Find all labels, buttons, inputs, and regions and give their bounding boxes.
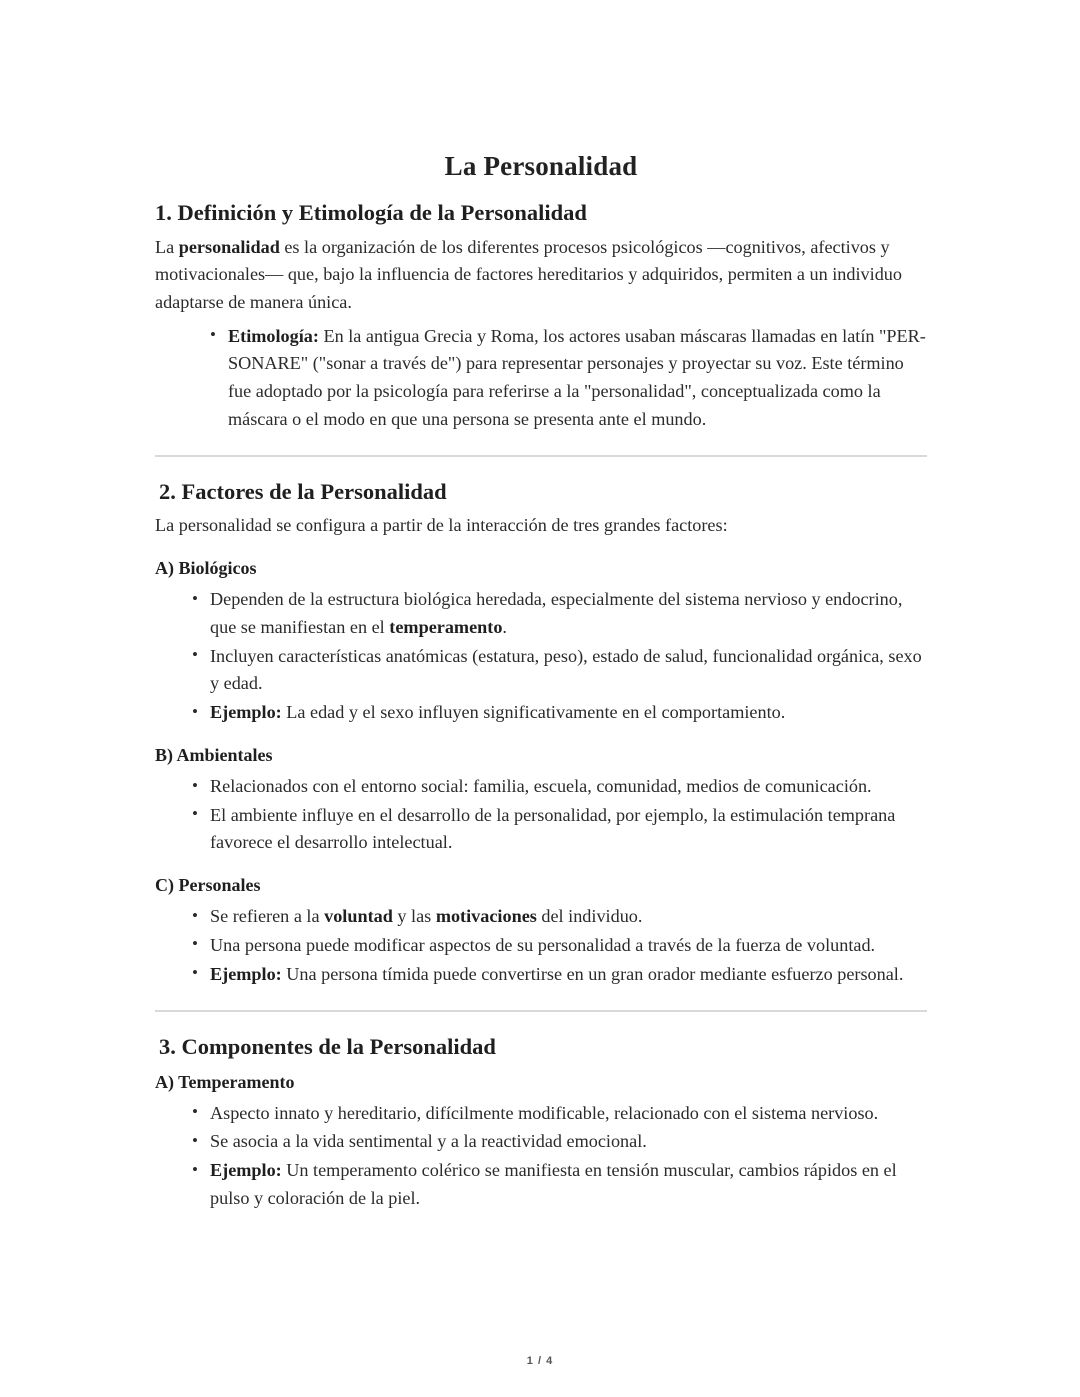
intro-bold-personalidad: personalidad bbox=[178, 236, 280, 257]
subsection-heading-b-ambientales: B) Ambientales bbox=[155, 744, 273, 765]
section-2-intro-paragraph: La personalidad se configura a partir de la interacción de tres grandes factores: bbox=[155, 515, 728, 536]
section-1-bullet-list bbox=[155, 323, 927, 434]
bullet-bold-ejemplo: Ejemplo: bbox=[210, 1160, 282, 1181]
bullet-text-mid: y las bbox=[392, 906, 436, 927]
list-item bbox=[192, 1128, 927, 1156]
bullet-text: Se asocia a la vida sentimental y a la reactividad emocional. bbox=[210, 1131, 647, 1152]
list-item bbox=[192, 961, 927, 989]
bullet-bold-ejemplo: Ejemplo: bbox=[210, 702, 282, 723]
section-heading-1: 1. Definición y Etimología de la Personalidad bbox=[155, 200, 587, 226]
intro-text-a: La bbox=[155, 236, 179, 257]
section-divider-2 bbox=[155, 1010, 927, 1012]
document-content bbox=[155, 150, 927, 1213]
bullet-text: Una persona puede modificar aspectos de su personalidad a través de la fuerza de voluntad. bbox=[210, 934, 876, 955]
section-heading-2: 2. Factores de la Personalidad bbox=[159, 479, 447, 505]
list-item bbox=[192, 699, 927, 727]
subsection-c-bullet-list bbox=[155, 903, 927, 988]
subsection-heading-a-biologicos: A) Biológicos bbox=[155, 558, 257, 579]
bullet-text-post: del individuo. bbox=[536, 906, 643, 927]
bullet-bold-motivaciones: motivaciones bbox=[435, 906, 537, 927]
subsection-temperamento-bullet-list bbox=[155, 1100, 927, 1213]
bullet-text: El ambiente influye en el desarrollo de la personalidad, por ejemplo, la estimulación temprana favorece el desarrollo intelectual. bbox=[210, 804, 896, 853]
bullet-text: En la antigua Grecia y Roma, los actores usaban máscaras llamadas en latín "PER-SONARE" ("sonar a través de") para representar personajes y proyectar su voz. Este término fue adoptado por la psicología para referirse a la "personalidad", conceptualizada como la máscara o el modo en que una persona se presenta ante el mundo. bbox=[228, 325, 926, 429]
bullet-text: Aspecto innato y hereditario, difícilmente modificable, relacionado con el sistema nervioso. bbox=[210, 1102, 879, 1123]
subsection-b-bullet-list bbox=[155, 773, 927, 857]
bullet-text-post: La edad y el sexo influyen significativamente en el comportamiento. bbox=[281, 702, 786, 723]
list-item bbox=[192, 773, 927, 801]
bullet-text: Incluyen características anatómicas (estatura, peso), estado de salud, funcionalidad orgánica, sexo y edad. bbox=[210, 645, 922, 694]
bullet-text-post: . bbox=[502, 617, 507, 638]
bullet-text: Se refieren a la bbox=[210, 906, 325, 927]
intro-text-c: es la organización de los diferentes procesos psicológicos —cognitivos, afectivos y motivacionales— que, bajo la influencia de factores hereditarios y adquiridos, permiten a un individuo adaptarse de manera única. bbox=[155, 236, 902, 312]
subsection-heading-c-personales: C) Personales bbox=[155, 874, 261, 895]
list-item bbox=[192, 903, 927, 931]
list-item bbox=[192, 586, 927, 641]
bullet-text-post: Una persona tímida puede convertirse en un gran orador mediante esfuerzo personal. bbox=[281, 963, 904, 984]
section-divider-1 bbox=[155, 455, 927, 457]
page-number-footer: 1 / 4 bbox=[526, 1355, 554, 1367]
bullet-text: Dependen de la estructura biológica heredada, especialmente del sistema nervioso y endocrino, que se manifiestan en el bbox=[210, 589, 903, 638]
bullet-bold: temperamento bbox=[389, 617, 503, 638]
subsection-a-bullet-list bbox=[155, 586, 927, 726]
bullet-bold-voluntad: voluntad bbox=[324, 906, 393, 927]
bullet-text: Relacionados con el entorno social: familia, escuela, comunidad, medios de comunicación. bbox=[210, 776, 872, 797]
section-1-intro-paragraph bbox=[155, 234, 927, 317]
list-item bbox=[210, 323, 927, 434]
list-item bbox=[192, 932, 927, 960]
subsection-heading-a-temperamento: A) Temperamento bbox=[155, 1071, 295, 1092]
list-item bbox=[192, 802, 927, 857]
list-item bbox=[192, 643, 927, 698]
bullet-bold-ejemplo: Ejemplo: bbox=[210, 963, 282, 984]
bullet-lead-etimologia: Etimología: bbox=[228, 325, 319, 346]
section-heading-3: 3. Componentes de la Personalidad bbox=[159, 1034, 496, 1060]
bullet-text-post: Un temperamento colérico se manifiesta en tensión muscular, cambios rápidos en el pulso y coloración de la piel. bbox=[210, 1160, 897, 1208]
page-title: La Personalidad bbox=[444, 151, 638, 181]
list-item bbox=[192, 1157, 927, 1212]
list-item bbox=[192, 1100, 927, 1128]
